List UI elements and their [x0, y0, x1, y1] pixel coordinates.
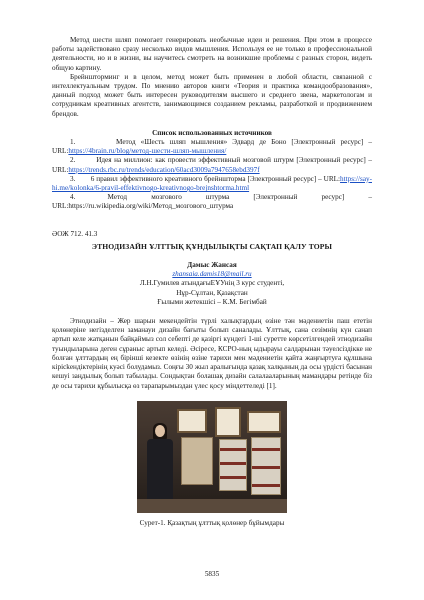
references-title: Список использованных источников — [152, 128, 272, 137]
photo-rug — [251, 437, 281, 495]
udk-code: ӘОЖ 712. 41.3 — [52, 229, 98, 238]
reference-item-2 — [52, 156, 372, 174]
photo-floor — [137, 499, 287, 513]
reference-text: 3. 6 правил эффективного креативного брейншторма [Электронный ресурс] – URL: — [70, 174, 341, 183]
affiliation-line: Нұр-Сұлтан, Қазақстан — [176, 288, 248, 297]
article-body: Этнодизайн – Жер шарын мекендейтін түрлі халықтардың өзіне тән мәдениетін паш ететін қолөнеріне негізделген заманауи дизайн бағыты болып саналады. Ұлттық, сана сезімнің күн санап артып келе жатқанын байқаймыз сол себепті де қазіргі күндегі 1-ші суретте көрсетілгендей этнодизайн туындыларына деген сұраныс артып келеді. Әсіресе, КСРО-ның ыдырауы салдарынан тәуелсіздікке не болған ұлттардың ең бірінші кезекте өзінің өзіне тарихи мен мәдениетін қайта жаңғыртуға құлшына кірісkендіктерінің куәсі болудамыз. Соңғы 30 жыл аралығында қазақ халқының да осы үрдісті басынан кешуі заңдылық болып табылады. Сондықтан болашақ дизайн салалааларының мамандары ретінде біз де осы тарихи құбылысқа өз тарапарымыздан үлес қосу міндеттеледі [1]. — [52, 317, 372, 390]
reference-text: 2. Идея на миллион: как провести эффективный мозговой штурм [Электронный ресурс] – URL: — [52, 156, 372, 174]
photo-wall-frame — [177, 409, 207, 433]
reference-link[interactable]: https://trends.rbc.ru/trends/education/60acd3009a79476​58ebd397f — [68, 165, 260, 174]
photo-person-face — [155, 425, 165, 437]
photo-rug — [219, 439, 247, 491]
author-name: Дамыс Жансая — [187, 261, 237, 270]
page-number: 5835 — [204, 570, 220, 578]
photo-wall-frame — [247, 411, 281, 433]
reference-link[interactable]: https://4brain.ru/blog/метод-шести-шляп-мышления/ — [68, 147, 227, 156]
article-title: ЭТНОДИЗАЙН ҰЛТТЫҚ ҚҰНДЫЛЫҚТЫ САҚТАП ҚАЛУ ТОРЫ — [91, 241, 333, 251]
author-block — [52, 261, 372, 307]
intro-paragraph-1: Метод шести шляп помогает генерировать необычные идеи и решения. При этом в процессе работы задействовано сразу несколько видов мышления. Используя ее не только в профессиональной деятельности, но и в жизни, вы научитесь смотреть на возникшие проблемы с разных сторон, видеть общую картину. — [52, 36, 372, 72]
reference-url-text: https://ru.wikipedia.org/wiki/Метод_мозгового_штурма — [68, 202, 234, 211]
reference-item-3 — [52, 175, 372, 193]
reference-item-1 — [52, 138, 372, 156]
author-email-link[interactable]: zhansaia.damis18@mail.ru — [172, 270, 252, 279]
reference-item-4 — [52, 193, 372, 211]
supervisor-line: Ғылыми жетекшісі – К.М. Бегімбай — [157, 297, 267, 306]
photo-person-body — [147, 439, 173, 499]
reference-text: 1. Метод «Шесть шляп мышления» Эдвард де Боно [Электронный ресурс] – URL: — [52, 138, 372, 156]
figure-photo — [137, 401, 287, 513]
reference-text: 4. Метод мозгового штурма [Электронный ресурс] – URL: — [52, 193, 372, 211]
reference-link[interactable]: https://say-hi.me/kolonka/6-pravil-effektivnogo-kreativnogo-brejnshtorma.html — [52, 174, 372, 193]
figure-caption: Сурет-1. Қазақтың ұлттық қолөнер бұйымдары — [139, 518, 285, 527]
photo-wall-frame — [215, 407, 241, 437]
affiliation-line: Л.Н.Гумилев атындағыЕҰУнің 3 курс студенті, — [139, 279, 285, 288]
intro-paragraph-2: Брейншторминг и в целом, метод может быть применен в любой области, связанной с интеллектуальным трудом. По мнению авторов книги «Теория и практика командообразования», данный подход может быть интересен руководителям высшего и среднего звена, маркетологам и сотрудникам креативных агентств, занимающимся созданием рекламы, разработкой и продвижением брендов. — [52, 72, 372, 118]
photo-textile-panel — [181, 437, 213, 485]
